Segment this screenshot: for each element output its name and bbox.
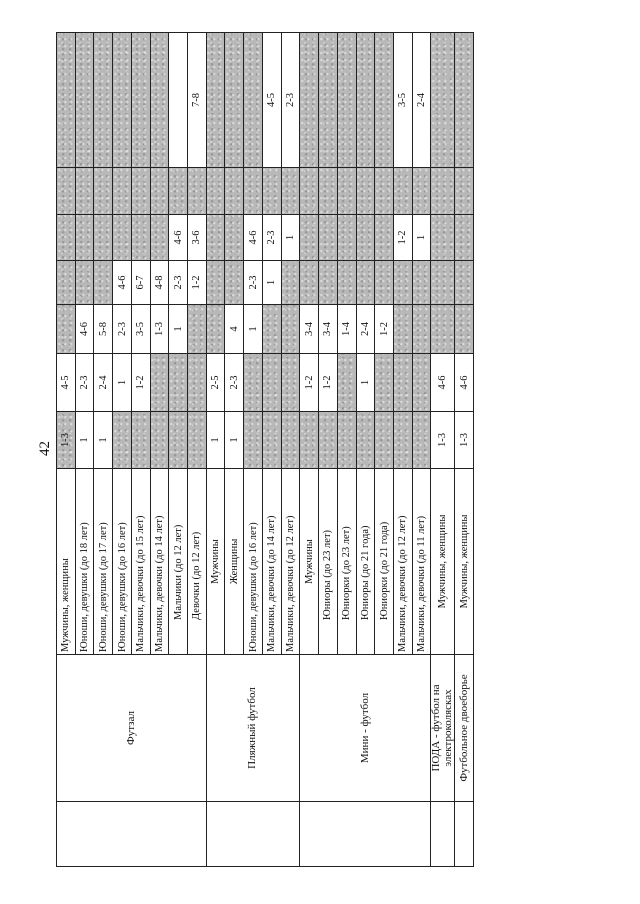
- place-range-cell: [337, 354, 356, 412]
- category-cell: Юниорки (до 21 года): [375, 469, 394, 655]
- place-range-cell: 1-2: [393, 215, 412, 261]
- category-cell: Мужчины, женщины: [57, 469, 76, 655]
- place-range-cell: [300, 215, 319, 261]
- category-cell: Юноши, девушки (до 16 лет): [113, 469, 132, 655]
- place-range-cell: 6-7: [131, 261, 150, 305]
- category-cell: Юноши, девушки (до 18 лет): [75, 469, 94, 655]
- place-range-cell: 1: [94, 412, 113, 469]
- place-range-cell: [431, 168, 455, 215]
- place-range-cell: 1-3: [57, 412, 76, 469]
- place-range-cell: [206, 261, 225, 305]
- place-range-cell: 1-3: [150, 305, 169, 354]
- place-range-cell: 1: [356, 354, 375, 412]
- place-range-cell: [94, 215, 113, 261]
- place-range-cell: [356, 261, 375, 305]
- place-range-cell: [225, 261, 244, 305]
- place-range-cell: [431, 33, 455, 168]
- table-row: [431, 33, 455, 867]
- category-cell: Мужчины: [300, 469, 319, 655]
- place-range-cell: [131, 215, 150, 261]
- place-range-cell: 1: [262, 261, 281, 305]
- place-range-cell: [225, 215, 244, 261]
- place-range-cell: 1-2: [188, 261, 207, 305]
- place-range-cell: [169, 33, 188, 168]
- place-range-cell: 4-6: [455, 354, 474, 412]
- place-range-cell: 3-4: [300, 305, 319, 354]
- place-range-cell: [431, 215, 455, 261]
- place-range-cell: 7-8: [188, 33, 207, 168]
- place-range-cell: [455, 305, 474, 354]
- category-cell: Юноши, девушки (до 16 лет): [244, 469, 263, 655]
- place-range-cell: [131, 33, 150, 168]
- place-range-cell: [300, 261, 319, 305]
- place-range-cell: [375, 215, 394, 261]
- place-range-cell: [262, 168, 281, 215]
- place-range-cell: [337, 168, 356, 215]
- place-range-cell: 2-3: [244, 261, 263, 305]
- place-range-cell: 4: [225, 305, 244, 354]
- place-range-cell: 3-5: [393, 33, 412, 168]
- place-range-cell: 1-3: [455, 412, 474, 469]
- place-range-cell: [262, 305, 281, 354]
- place-range-cell: 5-8: [94, 305, 113, 354]
- place-range-cell: [206, 305, 225, 354]
- place-range-cell: [375, 412, 394, 469]
- category-cell: Мальчики, девочки (до 12 лет): [393, 469, 412, 655]
- place-range-cell: 1: [244, 305, 263, 354]
- place-range-cell: [57, 215, 76, 261]
- table-body: [57, 33, 474, 867]
- place-range-cell: 4-5: [262, 33, 281, 168]
- place-range-cell: [57, 261, 76, 305]
- place-range-cell: [113, 168, 132, 215]
- category-cell: Мальчики, девочки (до 14 лет): [262, 469, 281, 655]
- place-range-cell: [169, 412, 188, 469]
- place-range-cell: [206, 168, 225, 215]
- place-range-cell: [206, 33, 225, 168]
- place-range-cell: [356, 215, 375, 261]
- place-range-cell: [188, 168, 207, 215]
- sport-name-cell: Пляжный футбол: [206, 655, 300, 802]
- place-range-cell: [57, 33, 76, 168]
- category-cell: Юниорки (до 23 лет): [337, 469, 356, 655]
- place-range-cell: 3-5: [131, 305, 150, 354]
- place-range-cell: [57, 168, 76, 215]
- page-number: 42: [37, 441, 53, 456]
- place-range-cell: [225, 168, 244, 215]
- category-cell: Мужчины: [206, 469, 225, 655]
- place-range-cell: [337, 33, 356, 168]
- category-cell: Юниоры (до 23 лет): [319, 469, 338, 655]
- place-range-cell: 2-4: [412, 33, 431, 168]
- table-row: [206, 33, 225, 867]
- place-range-cell: [356, 412, 375, 469]
- sports-ranking-table: [56, 32, 474, 867]
- place-range-cell: [150, 168, 169, 215]
- place-range-cell: [281, 305, 300, 354]
- place-range-cell: [281, 354, 300, 412]
- blank-column-cell: [206, 802, 300, 867]
- sports-ranking-table-rotated: [56, 33, 468, 867]
- place-range-cell: [337, 412, 356, 469]
- place-range-cell: 1-2: [300, 354, 319, 412]
- place-range-cell: [131, 412, 150, 469]
- place-range-cell: [300, 33, 319, 168]
- place-range-cell: [150, 412, 169, 469]
- place-range-cell: 2-3: [75, 354, 94, 412]
- place-range-cell: 4-8: [150, 261, 169, 305]
- place-range-cell: [412, 354, 431, 412]
- place-range-cell: [431, 261, 455, 305]
- place-range-cell: [244, 354, 263, 412]
- place-range-cell: [169, 354, 188, 412]
- category-cell: Мужчины, женщины: [455, 469, 474, 655]
- place-range-cell: [57, 305, 76, 354]
- place-range-cell: 2-3: [113, 305, 132, 354]
- place-range-cell: [281, 261, 300, 305]
- place-range-cell: [375, 354, 394, 412]
- place-range-cell: [281, 412, 300, 469]
- place-range-cell: 4-6: [75, 305, 94, 354]
- place-range-cell: [431, 305, 455, 354]
- place-range-cell: 1-3: [431, 412, 455, 469]
- place-range-cell: 4-5: [57, 354, 76, 412]
- place-range-cell: [94, 33, 113, 168]
- place-range-cell: 1: [75, 412, 94, 469]
- place-range-cell: 1: [281, 215, 300, 261]
- place-range-cell: 2-3: [262, 215, 281, 261]
- place-range-cell: [150, 33, 169, 168]
- place-range-cell: [300, 412, 319, 469]
- place-range-cell: [75, 33, 94, 168]
- table-row: [57, 33, 76, 867]
- place-range-cell: [337, 261, 356, 305]
- blank-column-cell: [431, 802, 455, 867]
- place-range-cell: [319, 261, 338, 305]
- table-row: [455, 33, 474, 867]
- place-range-cell: 4-6: [113, 261, 132, 305]
- place-range-cell: [244, 412, 263, 469]
- place-range-cell: [113, 215, 132, 261]
- category-cell: Девочки (до 12 лет): [188, 469, 207, 655]
- place-range-cell: [75, 168, 94, 215]
- place-range-cell: [244, 168, 263, 215]
- place-range-cell: [412, 305, 431, 354]
- place-range-cell: 2-5: [206, 354, 225, 412]
- place-range-cell: 1: [113, 354, 132, 412]
- place-range-cell: 1-2: [375, 305, 394, 354]
- place-range-cell: [319, 412, 338, 469]
- category-cell: Юниоры (до 21 года): [356, 469, 375, 655]
- category-cell: Мальчики, девочки (до 14 лет): [150, 469, 169, 655]
- place-range-cell: [131, 168, 150, 215]
- place-range-cell: [319, 168, 338, 215]
- place-range-cell: [412, 168, 431, 215]
- sport-name-cell: Мини - футбол: [300, 655, 431, 802]
- place-range-cell: [188, 305, 207, 354]
- place-range-cell: [150, 354, 169, 412]
- place-range-cell: 1-4: [337, 305, 356, 354]
- category-cell: Мужчины, женщины: [431, 469, 455, 655]
- place-range-cell: [412, 412, 431, 469]
- category-cell: Женщины: [225, 469, 244, 655]
- category-cell: Мальчики, девочки (до 11 лет): [412, 469, 431, 655]
- place-range-cell: [94, 168, 113, 215]
- place-range-cell: [300, 168, 319, 215]
- category-cell: Мальчики (до 12 лет): [169, 469, 188, 655]
- place-range-cell: [319, 215, 338, 261]
- category-cell: Юноши, девушки (до 17 лет): [94, 469, 113, 655]
- place-range-cell: [393, 261, 412, 305]
- blank-column-cell: [300, 802, 431, 867]
- place-range-cell: [393, 168, 412, 215]
- place-range-cell: 3-4: [319, 305, 338, 354]
- place-range-cell: [375, 33, 394, 168]
- place-range-cell: 1: [206, 412, 225, 469]
- sports-ranking-table-frame: [56, 33, 468, 867]
- place-range-cell: [393, 305, 412, 354]
- place-range-cell: 2-3: [169, 261, 188, 305]
- place-range-cell: [244, 33, 263, 168]
- place-range-cell: 1: [169, 305, 188, 354]
- place-range-cell: [375, 261, 394, 305]
- place-range-cell: [455, 215, 474, 261]
- place-range-cell: 4-6: [431, 354, 455, 412]
- place-range-cell: [455, 168, 474, 215]
- place-range-cell: [356, 33, 375, 168]
- place-range-cell: 3-6: [188, 215, 207, 261]
- category-cell: Мальчики, девочки (до 12 лет): [281, 469, 300, 655]
- table-row: [300, 33, 319, 867]
- place-range-cell: [113, 33, 132, 168]
- sport-name-cell: ПОДА - футбол на электроколясках: [431, 655, 455, 802]
- sport-name-cell: Футбольное двоеборье: [455, 655, 474, 802]
- place-range-cell: [455, 261, 474, 305]
- place-range-cell: [225, 33, 244, 168]
- place-range-cell: [337, 215, 356, 261]
- place-range-cell: 1: [225, 412, 244, 469]
- place-range-cell: [319, 33, 338, 168]
- category-cell: Мальчики, девочки (до 15 лет): [131, 469, 150, 655]
- sport-name-cell: Футзал: [57, 655, 207, 802]
- place-range-cell: 1-2: [319, 354, 338, 412]
- place-range-cell: [206, 215, 225, 261]
- place-range-cell: [188, 412, 207, 469]
- place-range-cell: [455, 33, 474, 168]
- place-range-cell: 2-4: [356, 305, 375, 354]
- place-range-cell: [262, 354, 281, 412]
- place-range-cell: [412, 261, 431, 305]
- place-range-cell: [94, 261, 113, 305]
- place-range-cell: [75, 215, 94, 261]
- place-range-cell: [393, 354, 412, 412]
- place-range-cell: 1-2: [131, 354, 150, 412]
- place-range-cell: [113, 412, 132, 469]
- place-range-cell: 2-3: [281, 33, 300, 168]
- place-range-cell: [281, 168, 300, 215]
- place-range-cell: [356, 168, 375, 215]
- place-range-cell: 1: [412, 215, 431, 261]
- place-range-cell: 4-6: [244, 215, 263, 261]
- blank-column-cell: [57, 802, 207, 867]
- place-range-cell: 2-4: [94, 354, 113, 412]
- place-range-cell: 4-6: [169, 215, 188, 261]
- place-range-cell: [150, 215, 169, 261]
- place-range-cell: [75, 261, 94, 305]
- place-range-cell: [393, 412, 412, 469]
- place-range-cell: [188, 354, 207, 412]
- place-range-cell: [262, 412, 281, 469]
- place-range-cell: [375, 168, 394, 215]
- blank-column-cell: [455, 802, 474, 867]
- place-range-cell: 2-3: [225, 354, 244, 412]
- place-range-cell: [169, 168, 188, 215]
